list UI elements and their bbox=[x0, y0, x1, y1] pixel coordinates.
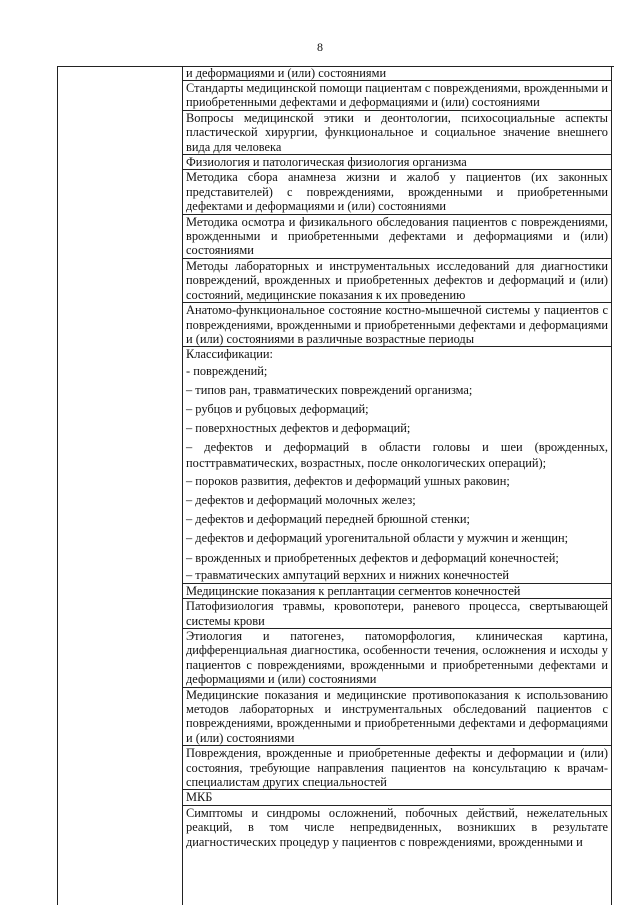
table-row: Повреждения, врожденные и приобретенные дефекты и деформации и (или) состояния, требующие направления пациентов на консультацию к врачам-специалистам других специальностей bbox=[183, 746, 611, 790]
list-item: – дефектов и деформаций в области головы и шеи (врожденных, посттравматических, возрастных, после онкологических операций); bbox=[186, 439, 608, 471]
table-row: Методика осмотра и физикального обследования пациентов с повреждениями, врожденными и приобретенными дефектами и деформациями и (или) состояниями bbox=[183, 215, 611, 259]
table-row: Физиология и патологическая физиология организма bbox=[183, 155, 611, 170]
classifications-cell bbox=[183, 347, 611, 583]
table-row: Методика сбора анамнеза жизни и жалоб у пациентов (их законных представителей) с повреждениями, врожденными и приобретенными дефектами и деформациями и (или) состояниями bbox=[183, 170, 611, 214]
table-row: Анатомо-функциональное состояние костно-мышечной системы у пациентов с повреждениями, врожденными и приобретенными дефектами и деформациями и (или) состояниями в различные возрастные периоды bbox=[183, 303, 611, 347]
table-row: МКБ bbox=[183, 790, 611, 805]
classifications-heading: Классификации: bbox=[186, 347, 273, 362]
table-row: Вопросы медицинской этики и деонтологии, психосоциальные аспекты пластической хирургии, функциональное и социальное значение внешнего вида для человека bbox=[183, 111, 611, 155]
list-item: – дефектов и деформаций урогенитальной области у мужчин и женщин; bbox=[186, 531, 569, 546]
page-number: 8 bbox=[317, 40, 323, 54]
knowledge-column bbox=[183, 67, 612, 905]
requirements-table bbox=[57, 66, 614, 905]
list-item: – травматических ампутаций верхних и нижних конечностей bbox=[186, 567, 510, 582]
list-item: - повреждений; bbox=[186, 363, 268, 378]
list-item: – дефектов и деформаций молочных желез; bbox=[186, 492, 416, 507]
table-row: Медицинские показания и медицинские противопоказания к использованию методов лабораторных и инструментальных обследований пациентов с повреждениями, врожденными и приобретенными дефектами и деформациями и (или) состояниями bbox=[183, 688, 611, 747]
list-item: – пороков развития, дефектов и деформаций ушных раковин; bbox=[186, 473, 510, 488]
table-row: Этиология и патогенез, патоморфология, клиническая картина, дифференциальная диагностика, особенности течения, осложнения и исходы у пациентов с повреждениями, врожденными и приобретенными дефектами и деформациями и (или) состояниями bbox=[183, 629, 611, 688]
list-item: – рубцов и рубцовых деформаций; bbox=[186, 402, 369, 417]
list-item: – врожденных и приобретенных дефектов и деформаций конечностей; bbox=[186, 550, 559, 565]
table-row: Патофизиология травмы, кровопотери, раневого процесса, свертывающей системы крови bbox=[183, 599, 611, 629]
table-row: Методы лабораторных и инструментальных исследований для диагностики повреждений, врожденных и приобретенных дефектов и деформаций и (или) состояний, медицинские показания к их проведению bbox=[183, 259, 611, 303]
table-row: Симптомы и синдромы осложнений, побочных действий, нежелательных реакций, в том числе непредвиденных, возникших в результате диагностических процедур у пациентов с повреждениями, врожденными и bbox=[186, 805, 608, 849]
table-row: Стандарты медицинской помощи пациентам с повреждениями, врожденными и приобретенными дефектами и деформациями и (или) состояниями bbox=[183, 81, 611, 111]
list-item: – дефектов и деформаций передней брюшной стенки; bbox=[186, 512, 471, 527]
table-row: Медицинские показания к реплантации сегментов конечностей bbox=[183, 584, 611, 599]
table-row: и деформациями и (или) состояниями bbox=[183, 67, 611, 81]
list-item: – типов ран, травматических повреждений организма; bbox=[186, 382, 473, 397]
list-item: – поверхностных дефектов и деформаций; bbox=[186, 421, 411, 436]
